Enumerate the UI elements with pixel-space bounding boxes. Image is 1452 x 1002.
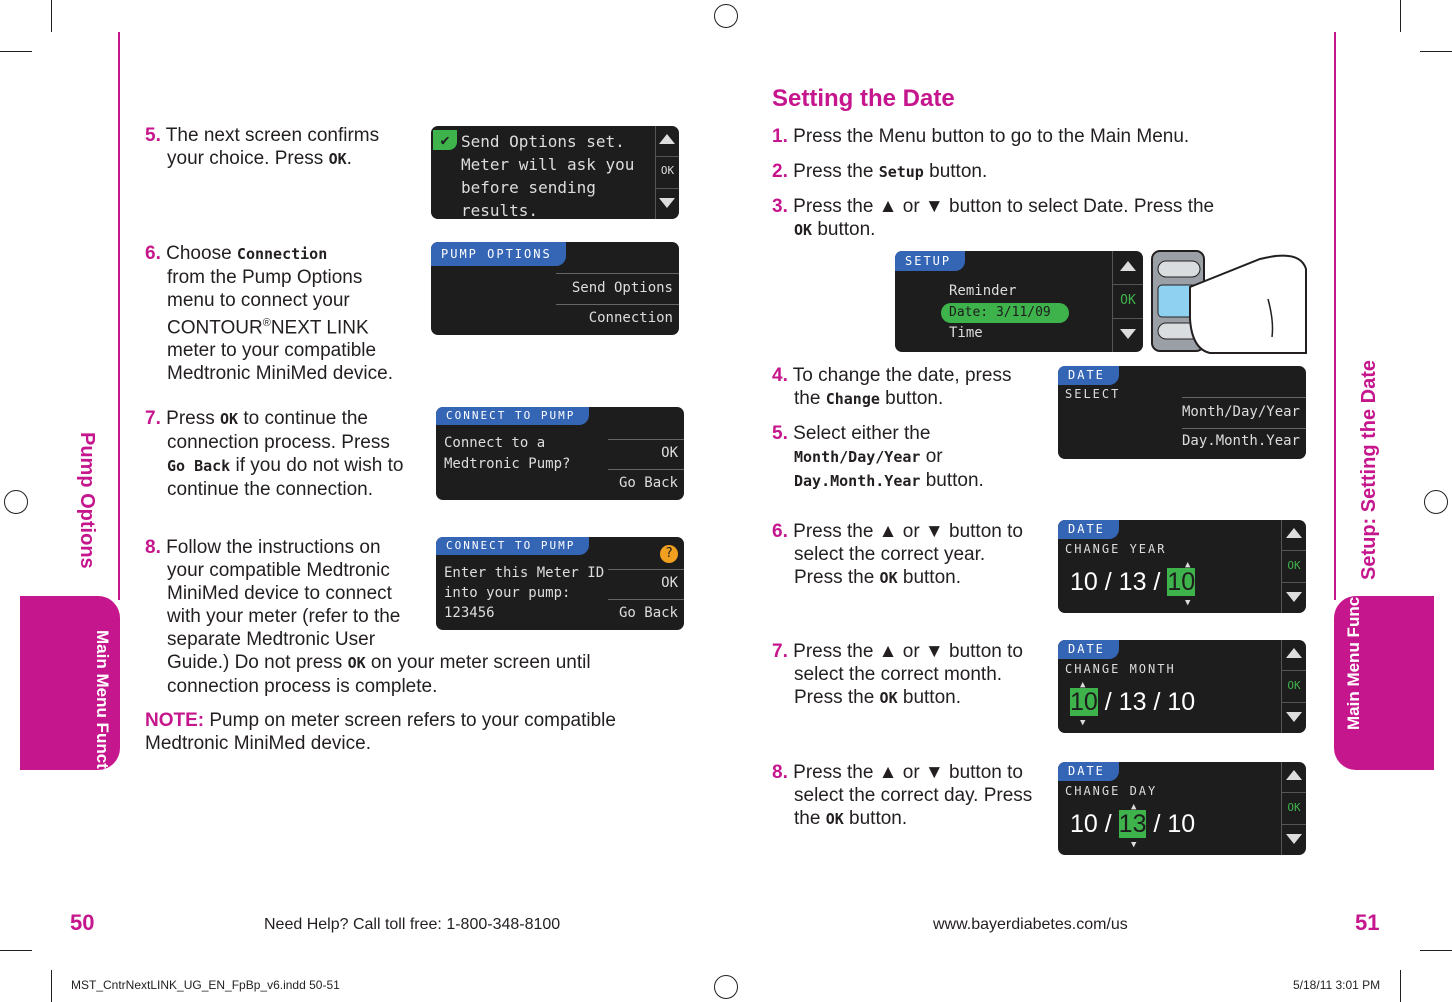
registration-mark-icon bbox=[1424, 490, 1448, 514]
screen-header: CONNECT TO PUMP bbox=[436, 537, 589, 555]
up-arrow-icon[interactable] bbox=[1120, 261, 1136, 271]
ok-button[interactable]: OK bbox=[1287, 679, 1301, 692]
menu-item-month-day-year[interactable]: Month/Day/Year bbox=[1181, 404, 1300, 420]
date-value: 10 / 13 / 10 bbox=[1070, 568, 1196, 596]
down-arrow-icon[interactable] bbox=[1286, 712, 1302, 722]
page-number-left: 50 bbox=[70, 910, 95, 935]
go-back-button[interactable]: Go Back bbox=[618, 605, 678, 621]
slug-file: MST_CntrNextLINK_UG_EN_FpBp_v6.indd 50-51 bbox=[71, 978, 340, 992]
step-r7: 7. Press the ▲ or ▼ button to select the correct month. Press the OK button. bbox=[772, 641, 1023, 708]
ok-button[interactable]: OK bbox=[1120, 293, 1136, 308]
day-highlighted[interactable]: 13 bbox=[1118, 810, 1147, 838]
screen-subtitle: CHANGE YEAR bbox=[1065, 542, 1167, 556]
right-section-tab bbox=[1334, 556, 1434, 770]
down-arrow-icon: ▼ bbox=[1131, 840, 1137, 850]
screen-header: CONNECT TO PUMP bbox=[436, 407, 589, 425]
meter-screen-date-select bbox=[1058, 366, 1306, 459]
menu-item-day-month-year[interactable]: Day.Month.Year bbox=[1181, 433, 1300, 449]
screen-header: DATE bbox=[1058, 762, 1119, 781]
crop-mark bbox=[1400, 970, 1401, 1002]
step-r5: 5. Select either the Month/Day/Year or Day.Month.Year button. bbox=[772, 423, 984, 491]
left-section-tab-label: Main Menu Functions bbox=[93, 630, 112, 804]
registration-mark-icon bbox=[4, 490, 28, 514]
note: NOTE: Pump on meter screen refers to your compatible Medtronic MiniMed device. bbox=[145, 710, 616, 754]
left-section-tab bbox=[20, 596, 120, 804]
ok-button[interactable]: OK bbox=[1287, 559, 1301, 572]
right-section-label: Setup: Setting the Date bbox=[1358, 359, 1380, 580]
down-arrow-icon[interactable] bbox=[1286, 592, 1302, 602]
up-arrow-icon: ▲ bbox=[1080, 680, 1086, 690]
menu-item-time[interactable]: Time bbox=[949, 325, 983, 341]
step-7: 7. Press OK to continue the connection process. Press Go Back if you do not wish to continue the connection. bbox=[145, 408, 404, 500]
screen-header: DATE bbox=[1058, 366, 1119, 385]
step-5: 5. The next screen confirms your choice. Press OK. bbox=[145, 125, 380, 169]
menu-item-date-selected[interactable]: Date: 3/11/09 bbox=[941, 303, 1069, 323]
screen-header: PUMP OPTIONS bbox=[431, 242, 566, 266]
registration-mark-icon bbox=[714, 4, 738, 28]
menu-item-reminder[interactable]: Reminder bbox=[949, 283, 1017, 299]
meter-button-column bbox=[655, 126, 679, 219]
page-title: Setting the Date bbox=[772, 85, 955, 112]
up-arrow-icon: ▲ bbox=[1185, 560, 1191, 570]
step-r2: 2. Press the Setup button. bbox=[772, 161, 988, 182]
help-icon[interactable]: ? bbox=[660, 545, 678, 563]
meter-screen-send-options-set: ✔ Send Options set. Meter will ask you before sending results. OK bbox=[431, 126, 679, 219]
meter-screen-pump-options bbox=[431, 242, 679, 335]
down-arrow-icon[interactable] bbox=[659, 198, 675, 208]
go-back-button[interactable]: Go Back bbox=[618, 475, 678, 491]
menu-item-send-options[interactable]: Send Options bbox=[571, 280, 673, 296]
meter-button-column bbox=[1281, 520, 1306, 613]
screen-subtitle: CHANGE MONTH bbox=[1065, 662, 1176, 676]
step-r3: 3. Press the ▲ or ▼ button to select Date. Press the OK button. bbox=[772, 196, 1215, 240]
month-highlighted[interactable]: 10 bbox=[1070, 688, 1098, 716]
up-arrow-icon[interactable] bbox=[1286, 770, 1302, 780]
ok-button[interactable]: OK bbox=[660, 164, 675, 177]
screen-header: SETUP bbox=[895, 251, 965, 271]
checkmark-icon: ✔ bbox=[433, 130, 457, 150]
page-number-right: 51 bbox=[1355, 910, 1380, 935]
step-8: 8. Follow the instructions on your compatible Medtronic MiniMed device to connect with your meter (refer to the separate Medtronic User Guide.) Do not press OK on your meter screen until connection process is complete. bbox=[145, 537, 591, 697]
slug-date: 5/18/11 3:01 PM bbox=[1293, 978, 1381, 992]
right-margin-rule bbox=[1334, 32, 1336, 600]
meter-screen-change-year bbox=[1058, 520, 1306, 613]
up-arrow-icon[interactable] bbox=[1286, 648, 1302, 658]
meter-button-column bbox=[1281, 640, 1306, 733]
down-arrow-icon: ▼ bbox=[1185, 598, 1191, 608]
step-r6: 6. Press the ▲ or ▼ button to select the correct year. Press the OK button. bbox=[772, 521, 1023, 588]
down-arrow-icon[interactable] bbox=[1120, 329, 1136, 339]
meter-screen-setup bbox=[895, 251, 1143, 352]
right-section-tab-label: Main Menu Functions bbox=[1344, 556, 1363, 730]
meter-button-column bbox=[1112, 251, 1143, 352]
crop-mark bbox=[1420, 51, 1452, 52]
step-r8: 8. Press the ▲ or ▼ button to select the correct day. Press the OK button. bbox=[772, 762, 1033, 829]
meter-screen-change-day bbox=[1058, 762, 1306, 855]
crop-mark bbox=[1400, 0, 1401, 32]
footer-help: Need Help? Call toll free: 1-800-348-8100 bbox=[264, 916, 561, 933]
step-6: 6. Choose Connection from the Pump Options menu to connect your CONTOUR®NEXT LINK meter to your compatible Medtronic MiniMed device. bbox=[145, 243, 393, 385]
down-arrow-icon: ▼ bbox=[1080, 718, 1086, 728]
step-r4: 4. To change the date, press the Change button. bbox=[772, 365, 1012, 409]
date-value: 10 / 13 / 10 bbox=[1070, 810, 1196, 838]
screen-subtitle: CHANGE DAY bbox=[1065, 784, 1158, 798]
left-margin-rule bbox=[118, 32, 120, 600]
ok-button[interactable]: OK bbox=[661, 575, 678, 591]
crop-mark bbox=[1420, 950, 1452, 951]
up-arrow-icon[interactable] bbox=[1286, 528, 1302, 538]
meter-screen-enter-meter-id: CONNECT TO PUMP ? Enter this Meter ID into your pump: 123456 OK Go Back bbox=[436, 537, 684, 630]
meter-screen-connect-to-pump: CONNECT TO PUMP Connect to a Medtronic Pump? OK Go Back bbox=[436, 407, 684, 500]
registration-mark-icon bbox=[714, 975, 738, 999]
menu-item-connection[interactable]: Connection bbox=[588, 310, 673, 326]
ok-button[interactable]: OK bbox=[1287, 801, 1301, 814]
footer-url[interactable]: www.bayerdiabetes.com/us bbox=[933, 916, 1128, 933]
screen-header: DATE bbox=[1058, 520, 1119, 539]
step-r1: 1. Press the Menu button to go to the Main Menu. bbox=[772, 126, 1190, 147]
date-value: 10 / 13 / 10 bbox=[1070, 688, 1196, 716]
meter-button-column bbox=[1281, 762, 1306, 855]
meter-screen-change-month bbox=[1058, 640, 1306, 733]
ok-button[interactable]: OK bbox=[661, 445, 678, 461]
down-arrow-icon[interactable] bbox=[1286, 834, 1302, 844]
left-section-label: Pump Options bbox=[76, 432, 98, 569]
crop-mark bbox=[0, 51, 32, 52]
crop-mark bbox=[51, 970, 52, 1002]
crop-mark bbox=[0, 950, 32, 951]
crop-mark bbox=[51, 0, 52, 32]
screen-header: DATE bbox=[1058, 640, 1119, 659]
up-arrow-icon: ▲ bbox=[1131, 802, 1137, 812]
screen-subtitle: SELECT bbox=[1065, 387, 1121, 401]
year-highlighted[interactable]: 10 bbox=[1167, 568, 1196, 596]
up-arrow-icon[interactable] bbox=[659, 134, 675, 144]
finger-pressing-button-icon bbox=[1150, 249, 1308, 354]
